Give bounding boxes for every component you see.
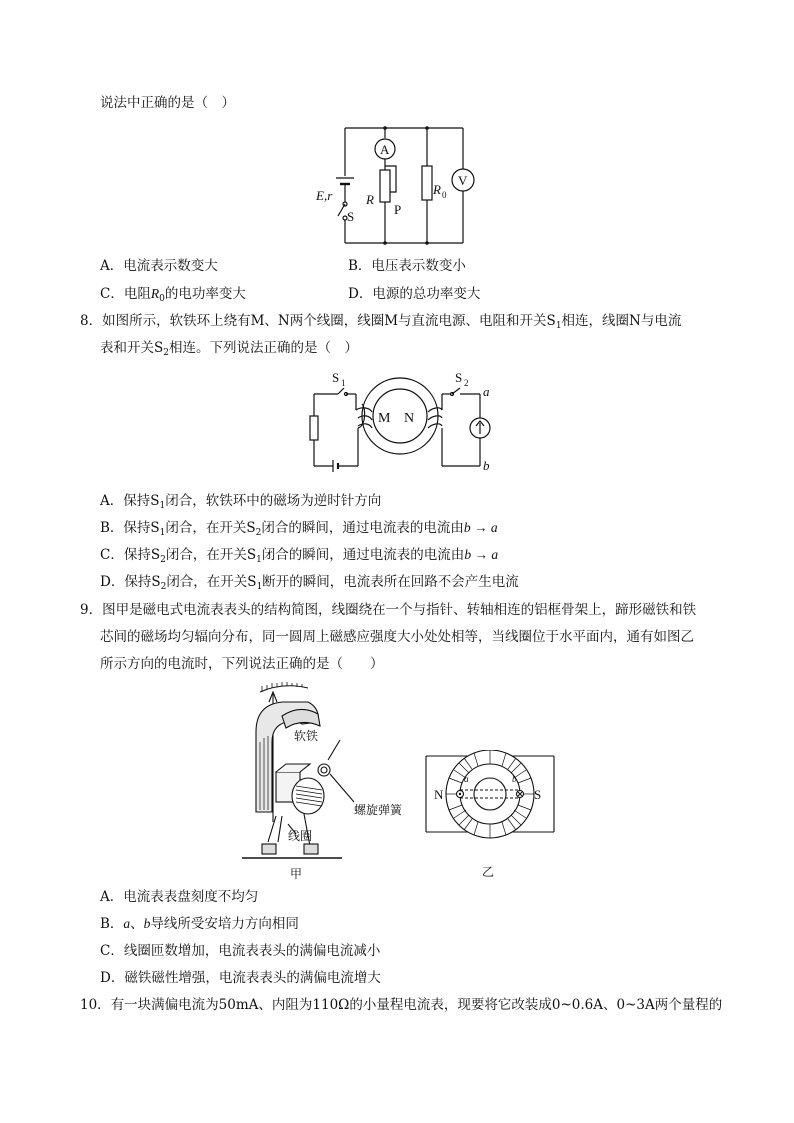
q8-option-d: D．保持$S_2$闭合，在开关$S_1$断开的瞬间，电流表所在回路不会产生电流 (100, 574, 519, 592)
coil-label: 线圈 (288, 829, 313, 843)
q8-stem-line1: 8．如图所示，软铁环上绕有M、N两个线圈，线圈M与直流电源、电阻和开关$S_1$相连，线圈N与电流 (80, 313, 682, 331)
q9-stem-line1: 9．图甲是磁电式电流表表头的结构简图，线圈绕在一个与指针、转轴相连的铝框骨架上，蹄形磁铁和铁 (80, 602, 697, 618)
q8-option-b: B．保持$S_1$闭合，在开关$S_2$闭合的瞬间，通过电流表的电流由b → a (100, 520, 498, 538)
q7-option-d: D．电源的总功率变大 (348, 286, 481, 302)
q8-iron-ring-diagram (300, 366, 500, 476)
r0-sub: 0 (442, 190, 447, 200)
q9-option-d: D．磁铁磁性增强，电流表表头的满偏电流增大 (100, 970, 381, 986)
q8-option-c: C．保持$S_2$闭合，在开关$S_1$闭合的瞬间，通过电流表的电流由b → a (100, 547, 499, 565)
rheostat-label: R (366, 192, 374, 207)
wire-b-label: b (512, 774, 517, 784)
voltmeter-label: V (458, 173, 468, 188)
q8-coil-m-label: M (378, 411, 391, 426)
r0-label: R (433, 182, 441, 197)
north-pole-label: N (434, 787, 444, 802)
q8-s1-sub: 1 (341, 378, 346, 388)
q8-b-label: b (483, 458, 490, 473)
q8-s2-sub: 2 (464, 378, 469, 388)
q8-s1-label: S (332, 370, 340, 385)
soft-iron-label: 软铁 (294, 729, 319, 743)
fig-yi-label: 乙 (482, 865, 495, 879)
q9-option-a: A．电流表表盘刻度不均匀 (100, 889, 259, 905)
q9-stem-line2: 芯间的磁场均匀辐向分布，同一圆周上磁感应强度大小处处相等，当线圈位于水平面内，通有如图乙 (100, 629, 694, 645)
fig-jia-label: 甲 (290, 867, 303, 881)
q9-galvanometer-structure (238, 682, 418, 882)
q7-option-a: A．电流表示数变大 (100, 258, 218, 274)
q10-stem-line1: 10．有一块满偏电流为50mA、内阻为110Ω的小量程电流表，现要将它改装成0~0.6A、0~3A两个量程的 (80, 997, 723, 1013)
south-pole-label: S (534, 787, 542, 802)
q8-a-label: a (483, 384, 490, 399)
q8-option-a: A．保持$S_1$闭合，软铁环中的磁场为逆时针方向 (100, 493, 382, 511)
q8-s2-label: S (455, 370, 463, 385)
q7-option-c: C．电阻$R_0$的电功率变大 (100, 286, 246, 304)
q9-stem-line3: 所示方向的电流时，下列说法正确的是（ ） (100, 656, 384, 672)
q9-option-b: B．a、b导线所受安培力方向相同 (100, 916, 299, 932)
q7-option-b: B．电压表示数变小 (348, 258, 466, 274)
emf-label: E,r (316, 188, 333, 203)
ammeter-label: A (380, 142, 390, 157)
q9-option-c: C．线圈匝数增加，电流表表头的满偏电流减小 (100, 943, 381, 959)
q8-stem-line2: 表和开关$S_2$相连。下列说法正确的是（ ） (100, 340, 358, 358)
spring-label: 螺旋弹簧 (354, 803, 403, 817)
wire-a-label: a (464, 774, 469, 784)
q8-coil-n-label: N (404, 411, 415, 426)
q7-stem-tail: 说法中正确的是（ ） (100, 95, 235, 111)
switch-label: S (347, 209, 355, 224)
slider-label: P (394, 202, 402, 217)
q9-cross-section-diagram (420, 750, 560, 880)
q7-circuit-diagram (300, 118, 480, 248)
